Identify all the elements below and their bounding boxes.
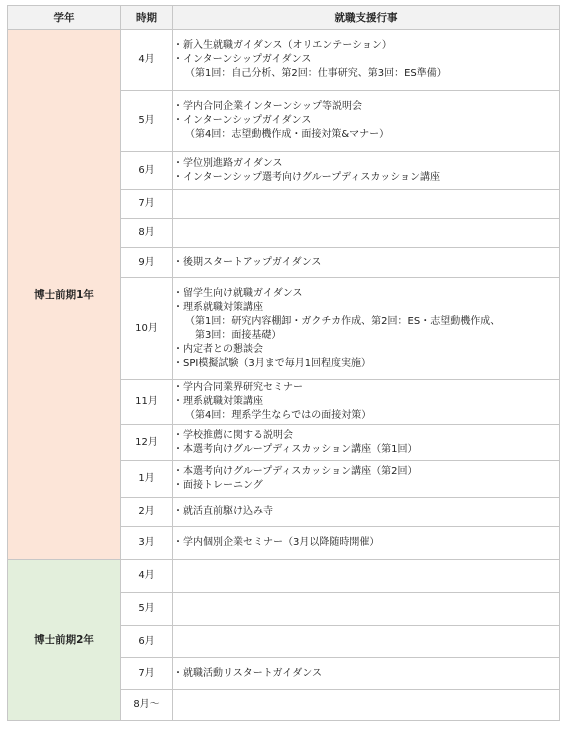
event-line: ・後期スタートアップガイダンス [173,256,322,268]
event-line: ・インターンシップ選考向けグループディスカッション講座 [173,171,441,183]
period-cell: 4月 [121,560,173,593]
event-line: ・インターンシップガイダンス [173,54,312,65]
event-line: ・学位別進路ガイダンス [173,157,283,169]
period-cell: 10月 [121,278,173,380]
event-line: ・理系就職対策講座 [173,301,263,313]
events-cell [173,248,560,278]
period-cell: 6月 [121,152,173,190]
event-line: ・学内合同業界研究セミナー [173,382,303,393]
period-cell: 5月 [121,593,173,626]
period-cell: 4月 [121,30,173,91]
events-cell [173,560,560,593]
event-line: （第1回：自己分析、第2回：仕事研究、第3回：ES準備） [185,68,447,79]
header-period: 時期 [121,6,173,30]
event-line: （第4回：理系学生ならではの面接対策） [185,410,372,421]
events-cell [173,658,560,690]
events-cell [173,380,560,425]
header-grade: 学年 [8,6,121,30]
events-cell [173,461,560,498]
header-events: 就職支援行事 [173,6,560,30]
event-line: ・学校推薦に関する説明会 [173,429,293,441]
events-cell [173,498,560,527]
grade-cell: 博士前期1年 [8,30,121,560]
event-line: ・就活直前駆け込み寺 [173,506,273,517]
event-line: ・本選考向けグループディスカッション講座（第1回） [173,443,418,455]
events-cell [173,91,560,152]
event-line: ・インターンシップガイダンス [173,115,312,126]
events-cell [173,527,560,560]
events-cell [173,626,560,658]
table-row [8,560,560,593]
event-line: （第1回：研究内容棚卸・ガクチカ作成、第2回：ES・志望動機作成、 [185,315,501,327]
event-line: ・面接トレーニング [173,480,263,491]
event-line: ・SPI模擬試験（3月まで毎月1回程度実施） [173,357,372,369]
events-cell [173,690,560,721]
period-cell: 8月～ [121,690,173,721]
event-line: 第3回：面接基礎） [195,329,282,341]
events-cell [173,425,560,461]
career-support-schedule-table [7,5,560,721]
period-cell: 1月 [121,461,173,498]
events-cell [173,593,560,626]
event-line: ・学内個別企業セミナー（3月以降随時開催） [173,537,380,548]
events-cell [173,30,560,91]
table-row [8,30,560,91]
period-cell: 12月 [121,425,173,461]
table-header-row [8,6,560,30]
period-cell: 8月 [121,219,173,248]
period-cell: 7月 [121,658,173,690]
period-cell: 2月 [121,498,173,527]
event-line: （第4回：志望動機作成・面接対策&マナー） [185,129,390,140]
event-line: ・内定者との懇談会 [173,343,263,355]
table-body [8,30,560,721]
period-cell: 11月 [121,380,173,425]
period-cell: 9月 [121,248,173,278]
event-line: ・留学生向け就職ガイダンス [173,287,303,299]
event-line: ・本選考向けグループディスカッション講座（第2回） [173,466,418,477]
period-cell: 5月 [121,91,173,152]
events-cell [173,278,560,380]
event-line: ・学内合同企業インターンシップ等説明会 [173,101,362,112]
period-cell: 3月 [121,527,173,560]
event-line: ・就職活動リスタートガイダンス [173,667,322,679]
events-cell [173,190,560,219]
events-cell [173,152,560,190]
period-cell: 6月 [121,626,173,658]
grade-cell: 博士前期2年 [8,560,121,721]
event-line: ・理系就職対策講座 [173,396,263,407]
events-cell [173,219,560,248]
period-cell: 7月 [121,190,173,219]
event-line: ・新入生就職ガイダンス（オリエンテーション） [173,40,392,51]
